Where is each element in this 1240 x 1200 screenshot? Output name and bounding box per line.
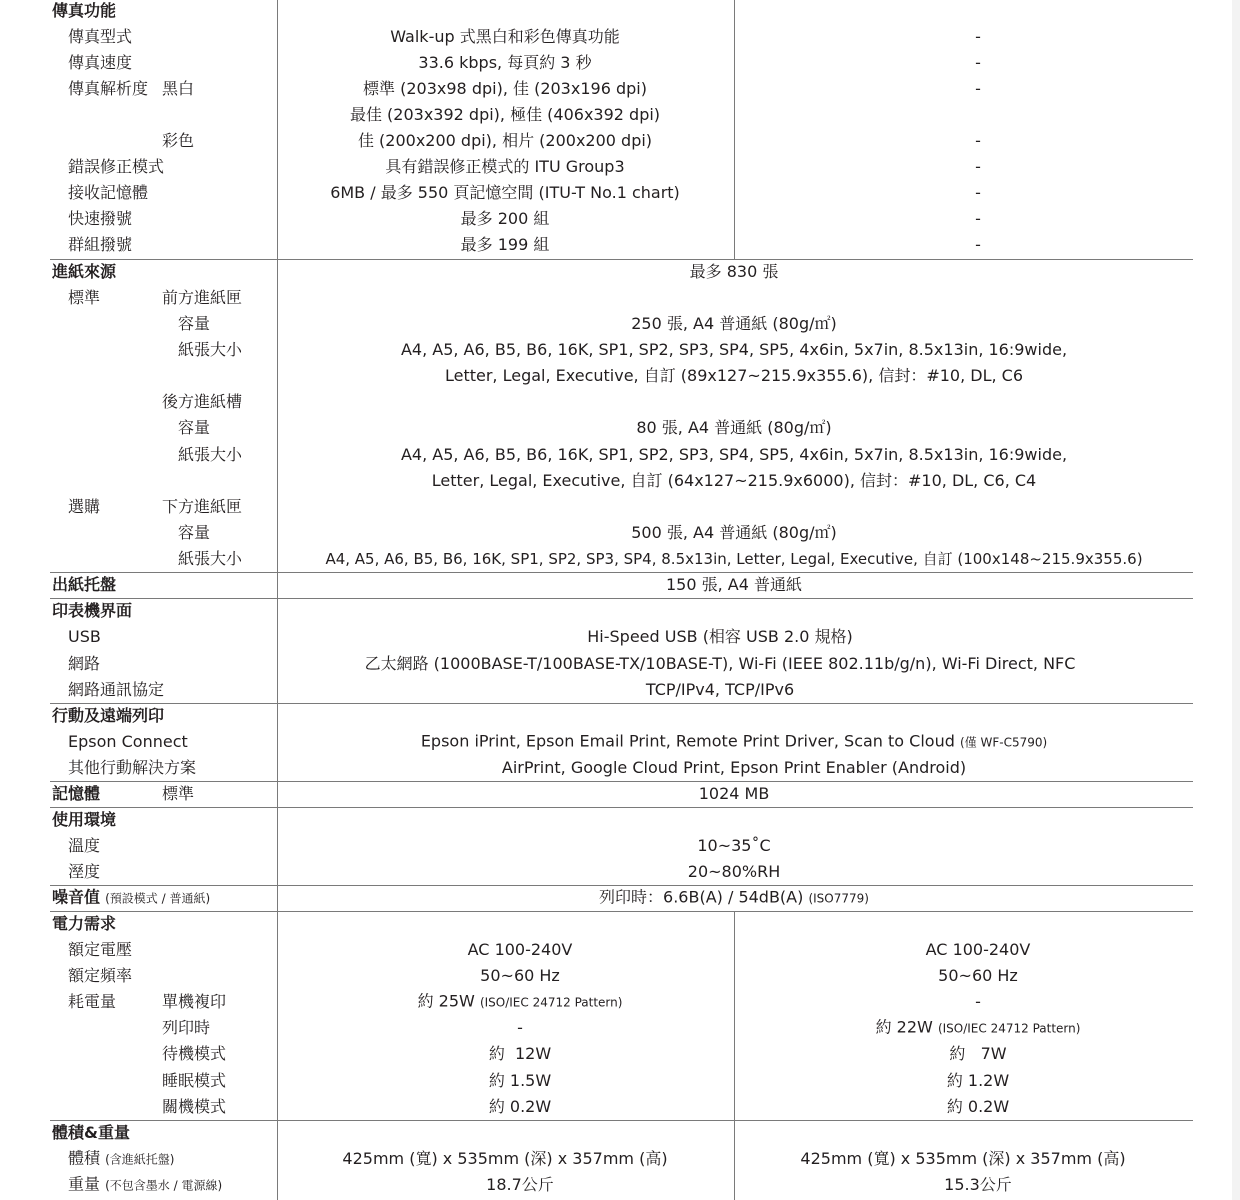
other-mobile-label: 其他行動解決方案 xyxy=(68,758,197,777)
weight-value: 18.7公斤 xyxy=(486,1175,554,1194)
frequency-value-model2: 50~60 Hz xyxy=(938,966,1018,985)
fax-memory-value: 6MB / 最多 550 頁記憶空間 (ITU-T No.1 chart) xyxy=(330,183,680,202)
rear-capacity-value: 80 張, A4 普通紙 (80g/㎡) xyxy=(636,418,832,437)
off-power-value: 約 0.2W xyxy=(488,1097,552,1116)
standby-power-value-model2: 約 7W xyxy=(949,1044,1007,1063)
fax-resolution-value-model2: - xyxy=(975,79,981,98)
noise-value-note: (ISO7779) xyxy=(808,891,869,906)
weight-value-model2: 15.3公斤 xyxy=(944,1175,1012,1194)
consumption-label: 耗電量 xyxy=(68,992,117,1011)
front-size-value-1: A4, A5, A6, B5, B6, 16K, SP1, SP2, SP3, SP4, SP5, 4x6in, 5x7in, 8.5x13in, 16:9wide, xyxy=(400,340,1068,359)
copy-power-note: (ISO/IEC 24712 Pattern) xyxy=(479,995,623,1010)
copy-power-value-model2: - xyxy=(975,992,981,1011)
rear-size-label: 紙張大小 xyxy=(178,445,243,464)
fax-speed-label: 傳真速度 xyxy=(68,53,133,72)
epson-connect-note: (僅 WF-C5790) xyxy=(959,735,1048,750)
copy-power-label: 單機複印 xyxy=(162,992,227,1011)
front-capacity-value: 250 張, A4 普通紙 (80g/㎡) xyxy=(631,314,837,333)
fax-ecm-value-model2: - xyxy=(975,157,981,176)
protocol-label: 網路通訊協定 xyxy=(68,680,165,699)
fax-memory-label: 接收記憶體 xyxy=(68,183,149,202)
divider-mobile xyxy=(50,703,1193,704)
temperature-label: 溫度 xyxy=(68,836,101,855)
noise-value xyxy=(599,888,869,909)
epson-connect-services: Epson iPrint, Epson Email Print, Remote Print Driver, Scan to Cloud xyxy=(420,731,955,751)
section-output-tray-header: 出紙托盤 xyxy=(52,575,117,594)
usb-value: Hi-Speed USB (相容 USB 2.0 規格) xyxy=(587,627,853,646)
section-noise-header xyxy=(52,888,210,909)
section-power-header: 電力需求 xyxy=(52,914,117,933)
noise-header-note: (預設模式 / 普通紙) xyxy=(105,891,211,906)
paper-standard-label: 標準 xyxy=(68,288,101,307)
humidity-value: 20~80%RH xyxy=(687,862,781,881)
size-label-text: 體積 xyxy=(68,1148,101,1168)
other-mobile-value: AirPrint, Google Cloud Print, Epson Print Enabler (Android) xyxy=(501,758,967,777)
fax-speed-value-model2: - xyxy=(975,53,981,72)
off-power-label: 關機模式 xyxy=(162,1097,227,1116)
front-tray-label: 前方進紙匣 xyxy=(162,288,243,307)
divider-interface xyxy=(50,598,1193,599)
frequency-label: 額定頻率 xyxy=(68,966,133,985)
off-power-value-model2: 約 0.2W xyxy=(946,1097,1010,1116)
section-interface-header: 印表機界面 xyxy=(52,601,133,620)
sleep-power-label: 睡眠模式 xyxy=(162,1071,227,1090)
fax-resolution-mono-value: 標準 (203x98 dpi), 佳 (203x196 dpi) xyxy=(363,79,647,98)
lower-capacity-value: 500 張, A4 普通紙 (80g/㎡) xyxy=(631,523,837,542)
lower-size-label: 紙張大小 xyxy=(178,549,243,568)
section-fax-header: 傳真功能 xyxy=(52,1,117,20)
front-size-label: 紙張大小 xyxy=(178,340,243,359)
print-power-note-model2: (ISO/IEC 24712 Pattern) xyxy=(937,1021,1081,1036)
noise-header-title: 噪音值 xyxy=(52,887,101,907)
noise-value-main: 列印時：6.6B(A) / 54dB(A) xyxy=(599,887,804,907)
fax-group-dial-label: 群組撥號 xyxy=(68,235,133,254)
rear-size-value-2: Letter, Legal, Executive, 自訂 (64x127~215.9x6000), 信封：#10, DL, C6, C4 xyxy=(431,471,1037,490)
print-power-value: - xyxy=(517,1018,523,1037)
fax-resolution-label: 傳真解析度 xyxy=(68,79,149,98)
fax-resolution-color-value: 佳 (200x200 dpi), 相片 (200x200 dpi) xyxy=(357,131,653,150)
paper-source-total: 最多 830 張 xyxy=(689,262,779,281)
print-power-label: 列印時 xyxy=(162,1018,211,1037)
voltage-value-model2: AC 100-240V xyxy=(925,940,1031,959)
fax-speed-dial-value-model2: - xyxy=(975,209,981,228)
rear-capacity-label: 容量 xyxy=(178,418,211,437)
fax-resolution-mono-value-2: 最佳 (203x392 dpi), 極佳 (406x392 dpi) xyxy=(349,105,661,124)
divider-noise xyxy=(50,885,1193,886)
divider-memory xyxy=(50,781,1193,782)
print-power-value-model2 xyxy=(876,1018,1081,1039)
section-mobile-header: 行動及遠端列印 xyxy=(52,706,165,725)
fax-resolution-color-label: 彩色 xyxy=(162,131,195,150)
fax-resolution-color-model2: - xyxy=(975,131,981,150)
section-environment-header: 使用環境 xyxy=(52,810,117,829)
lower-capacity-label: 容量 xyxy=(178,523,211,542)
voltage-value: AC 100-240V xyxy=(467,940,573,959)
standby-power-value: 約 12W xyxy=(488,1044,552,1063)
fax-speed-dial-value: 最多 200 組 xyxy=(460,209,550,228)
rear-size-value-1: A4, A5, A6, B5, B6, 16K, SP1, SP2, SP3, SP4, SP5, 4x6in, 5x7in, 8.5x13in, 16:9wide, xyxy=(400,445,1068,464)
usb-label: USB xyxy=(68,627,101,646)
front-capacity-label: 容量 xyxy=(178,314,211,333)
fax-type-value-model2: - xyxy=(975,27,981,46)
weight-label xyxy=(68,1175,222,1196)
section-memory-header: 記憶體 xyxy=(52,784,101,803)
fax-group-dial-value: 最多 199 組 xyxy=(460,235,550,254)
sleep-power-value: 約 1.5W xyxy=(488,1071,552,1090)
fax-resolution-mono-label: 黑白 xyxy=(162,79,195,98)
page-edge-strip xyxy=(1232,0,1240,1200)
sleep-power-value-model2: 約 1.2W xyxy=(946,1071,1010,1090)
divider-power xyxy=(50,911,1193,912)
divider-dimensions xyxy=(50,1120,1193,1121)
weight-label-note: (不包含墨水 / 電源線) xyxy=(105,1178,223,1193)
weight-label-text: 重量 xyxy=(68,1174,101,1194)
frequency-value: 50~60 Hz xyxy=(480,966,560,985)
column-divider-main xyxy=(277,0,278,1200)
epson-connect-value xyxy=(421,732,1047,753)
print-power-watts-model2: 約 22W xyxy=(875,1017,933,1037)
column-divider-power xyxy=(734,911,735,1200)
size-label xyxy=(68,1149,174,1170)
divider-paper-source xyxy=(50,259,1193,260)
standby-power-label: 待機模式 xyxy=(162,1044,227,1063)
fax-ecm-value: 具有錯誤修正模式的 ITU Group3 xyxy=(385,157,625,176)
fax-speed-value: 33.6 kbps, 每頁約 3 秒 xyxy=(418,53,592,72)
column-divider-fax xyxy=(734,0,735,259)
size-value-model2: 425mm (寬) x 535mm (深) x 357mm (高) xyxy=(800,1149,1126,1168)
rear-slot-label: 後方進紙槽 xyxy=(162,392,243,411)
size-value: 425mm (寬) x 535mm (深) x 357mm (高) xyxy=(342,1149,668,1168)
section-dimensions-header: 體積&重量 xyxy=(52,1123,130,1142)
temperature-value: 10~35˚C xyxy=(697,836,771,855)
fax-speed-dial-label: 快速撥號 xyxy=(68,209,133,228)
memory-standard-label: 標準 xyxy=(162,784,195,803)
section-paper-source-header: 進紙來源 xyxy=(52,262,117,281)
divider-environment xyxy=(50,807,1193,808)
front-size-value-2: Letter, Legal, Executive, 自訂 (89x127~215.9x355.6), 信封：#10, DL, C6 xyxy=(444,366,1024,385)
protocol-value: TCP/IPv4, TCP/IPv6 xyxy=(645,680,795,699)
fax-memory-value-model2: - xyxy=(975,183,981,202)
memory-value: 1024 MB xyxy=(698,784,770,803)
network-label: 網路 xyxy=(68,654,101,673)
divider-output-tray xyxy=(50,572,1193,573)
paper-optional-label: 選購 xyxy=(68,497,101,516)
copy-power-value xyxy=(418,992,623,1013)
output-tray-value: 150 張, A4 普通紙 xyxy=(665,575,803,594)
lower-size-value: A4, A5, A6, B5, B6, 16K, SP1, SP2, SP3, SP4, 8.5x13in, Letter, Legal, Executive, 自訂 (100x148~215.9x355.6) xyxy=(325,550,1143,568)
voltage-label: 額定電壓 xyxy=(68,940,133,959)
size-label-note: (含進紙托盤) xyxy=(105,1152,175,1167)
fax-type-label: 傳真型式 xyxy=(68,27,133,46)
fax-ecm-label: 錯誤修正模式 xyxy=(68,157,165,176)
lower-tray-label: 下方進紙匣 xyxy=(162,497,243,516)
copy-power-watts: 約 25W xyxy=(417,991,475,1011)
network-value: 乙太網路 (1000BASE-T/100BASE-TX/10BASE-T), Wi-Fi (IEEE 802.11b/g/n), Wi-Fi Direct, NFC xyxy=(364,654,1076,673)
humidity-label: 溼度 xyxy=(68,862,101,881)
fax-group-dial-value-model2: - xyxy=(975,235,981,254)
fax-type-value: Walk-up 式黑白和彩色傳真功能 xyxy=(390,27,620,46)
epson-connect-label: Epson Connect xyxy=(68,732,188,751)
